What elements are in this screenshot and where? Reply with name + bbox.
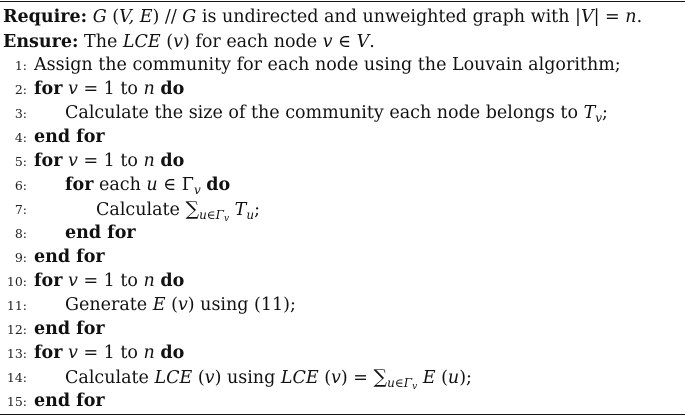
line-number: 13: — [6, 346, 27, 361]
line-text: for v = 1 to n do — [34, 151, 185, 171]
ensure-text-rendered: The LCE (v) for each node v ∈ V. — [84, 32, 375, 52]
require-text-rendered: G (V, E) // G is undirected and unweighted graph with |V| = n. — [92, 7, 643, 27]
line-number: 7: — [14, 202, 27, 217]
line-text: Generate E (v) using (11); — [65, 295, 296, 315]
line-keyword: end for — [34, 247, 105, 267]
line-keyword: end for — [34, 391, 105, 411]
require-line — [3, 7, 642, 27]
line-text: Calculate $\sum_{u\in\Gamma v}$ $T_u$; — [96, 198, 260, 224]
require-label: Require: — [3, 7, 88, 27]
line-number: 8: — [14, 226, 27, 241]
line-keyword: end for — [34, 319, 105, 339]
line-number: 4: — [14, 130, 27, 145]
line-keyword: end for — [34, 127, 105, 147]
ensure-line — [3, 32, 375, 52]
line-text: for each u ∈ $\Gamma_v$ do — [65, 175, 231, 197]
line-keyword: end for — [65, 223, 136, 243]
line-number: 1: — [14, 58, 27, 73]
ensure-label: Ensure: — [3, 32, 79, 52]
bottom-rule — [0, 414, 685, 415]
line-number: 9: — [14, 250, 27, 265]
top-rule — [0, 1, 685, 2]
line-text: Assign the community for each node using the Louvain algorithm; — [34, 55, 621, 75]
line-number: 10: — [6, 274, 27, 289]
line-number: 14: — [6, 370, 27, 385]
line-number: 5: — [14, 154, 27, 169]
line-text: for v = 1 to n do — [34, 271, 185, 291]
line-text: for v = 1 to n do — [34, 343, 185, 363]
line-text: for v = 1 to n do — [34, 79, 185, 99]
line-number: 3: — [14, 106, 27, 121]
line-text: Calculate the size of the community each node belongs to $T_v$; — [65, 103, 608, 125]
line-number: 6: — [14, 178, 27, 193]
line-number: 12: — [6, 322, 27, 337]
line-number: 11: — [6, 298, 27, 313]
line-text: Calculate LCE (v) using LCE $(v) = \sum_{u\in\Gamma v}$ E (u); — [65, 366, 472, 392]
line-number: 15: — [6, 394, 27, 409]
line-number: 2: — [14, 82, 27, 97]
